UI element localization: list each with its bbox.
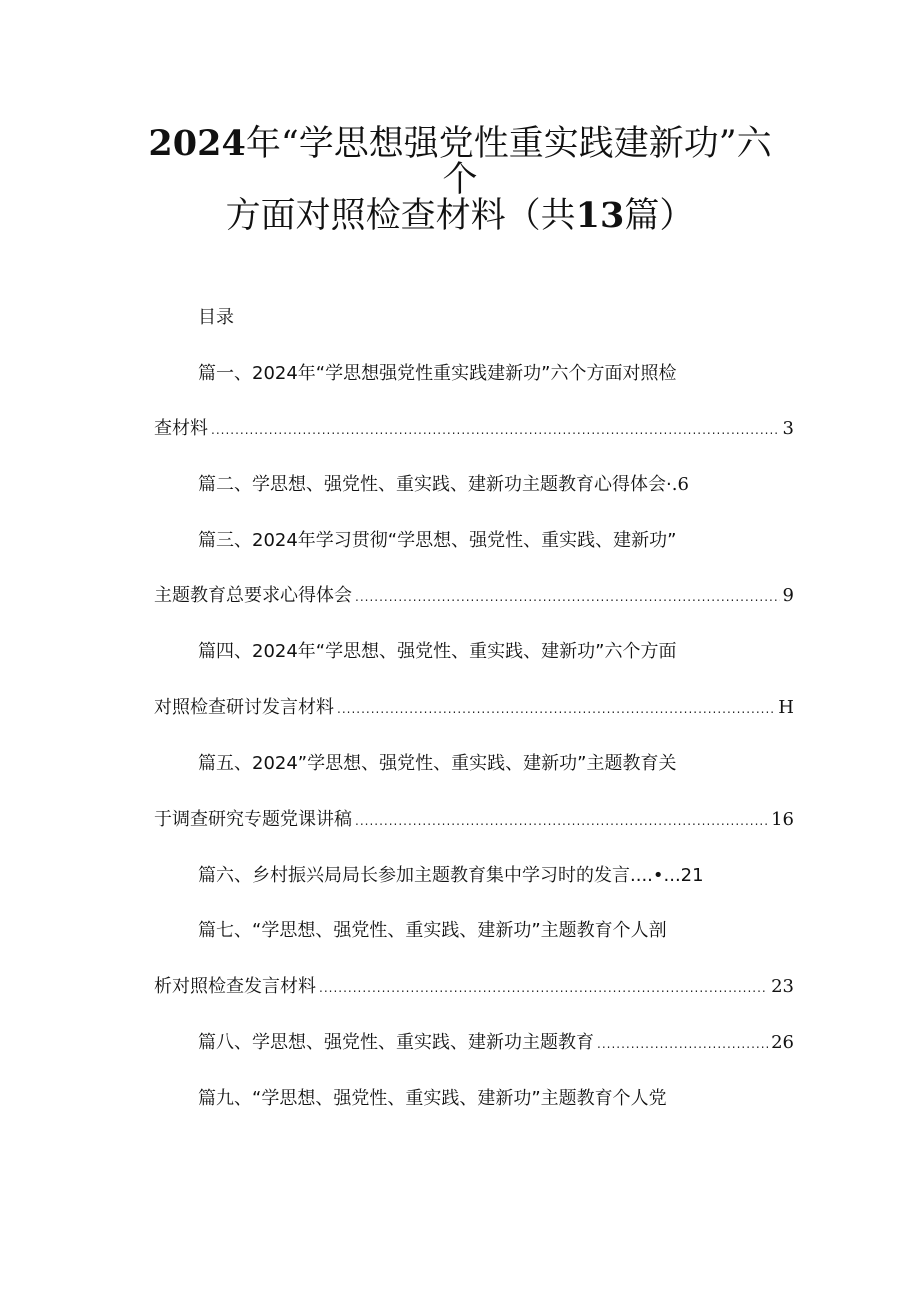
title-text-3-end: 篇）: [624, 196, 695, 236]
document-title-line-3: [0, 196, 920, 236]
toc-entry-4-page: H: [778, 697, 794, 718]
document-title-line-1: [0, 124, 920, 164]
toc-entry-4-text: 对照检查研讨发言材料: [154, 697, 334, 718]
dot-leader: [211, 418, 780, 442]
dot-leader: [355, 585, 780, 609]
dot-leader: [337, 697, 775, 721]
toc-entry-1-text: 查材料: [154, 418, 208, 439]
title-text-3: 方面对照检查材料（共: [225, 196, 576, 236]
toc-entry-9[interactable]: 篇九、“学思想、强党性、重实践、建新功”主题教育个人党: [198, 1088, 667, 1109]
toc-entry-2-text: 篇二、学思想、强党性、重实践、建新功主题教育心得体会·: [198, 474, 672, 495]
dot-leader: [355, 809, 768, 833]
toc-entry-3-line-2[interactable]: [154, 584, 794, 609]
toc-entry-1-line-2[interactable]: [154, 417, 794, 442]
toc-entry-7-text: 析对照检查发言材料: [154, 976, 316, 997]
dot-leader: [597, 1032, 768, 1056]
toc-entry-7-line-2[interactable]: [154, 975, 794, 1000]
toc-entry-3-line-1[interactable]: 篇三、2024年学习贯彻“学思想、强党性、重实践、建新功”: [198, 530, 677, 551]
toc-entry-1-line-1[interactable]: 篇一、2024年“学思想强党性重实践建新功”六个方面对照检: [198, 363, 677, 384]
toc-entry-7-line-1[interactable]: 篇七、“学思想、强党性、重实践、建新功”主题教育个人剖: [198, 920, 667, 941]
toc-entry-6[interactable]: 篇六、乡村振兴局局长参加主题教育集中学习时的发言....•...21: [198, 865, 704, 886]
toc-entry-8-page: 26: [771, 1032, 794, 1053]
toc-entry-5-line-1[interactable]: 篇五、2024”学思想、强党性、重实践、建新功”主题教育关: [198, 753, 677, 774]
toc-entry-5-page: 16: [771, 809, 794, 830]
title-text-2: 个: [442, 160, 478, 200]
toc-entry-5-text: 于调查研究专题党课讲稿: [154, 809, 352, 830]
toc-entry-2-page: .6: [671, 474, 689, 495]
toc-entry-3-page: 9: [782, 585, 794, 606]
toc-entry-8[interactable]: [198, 1031, 794, 1056]
document-title-line-2: [0, 160, 920, 200]
toc-entry-5-line-2[interactable]: [154, 808, 794, 833]
title-year: 2024: [148, 123, 246, 164]
toc-entry-1-page: 3: [782, 418, 794, 439]
toc-entry-8-text: 篇八、学思想、强党性、重实践、建新功主题教育: [198, 1032, 594, 1053]
toc-entry-4-line-1[interactable]: 篇四、2024年“学思想、强党性、重实践、建新功”六个方面: [198, 641, 677, 662]
toc-entry-2[interactable]: [198, 473, 794, 497]
title-text-1: 年“学思想强党性重实践建新功”六: [245, 124, 772, 164]
dot-leader: [319, 976, 768, 1000]
toc-entry-3-text: 主题教育总要求心得体会: [154, 585, 352, 606]
toc-heading: 目录: [198, 307, 234, 328]
toc-entry-4-line-2[interactable]: [154, 696, 794, 721]
title-count: 13: [575, 195, 625, 236]
toc-entry-7-page: 23: [771, 976, 794, 997]
